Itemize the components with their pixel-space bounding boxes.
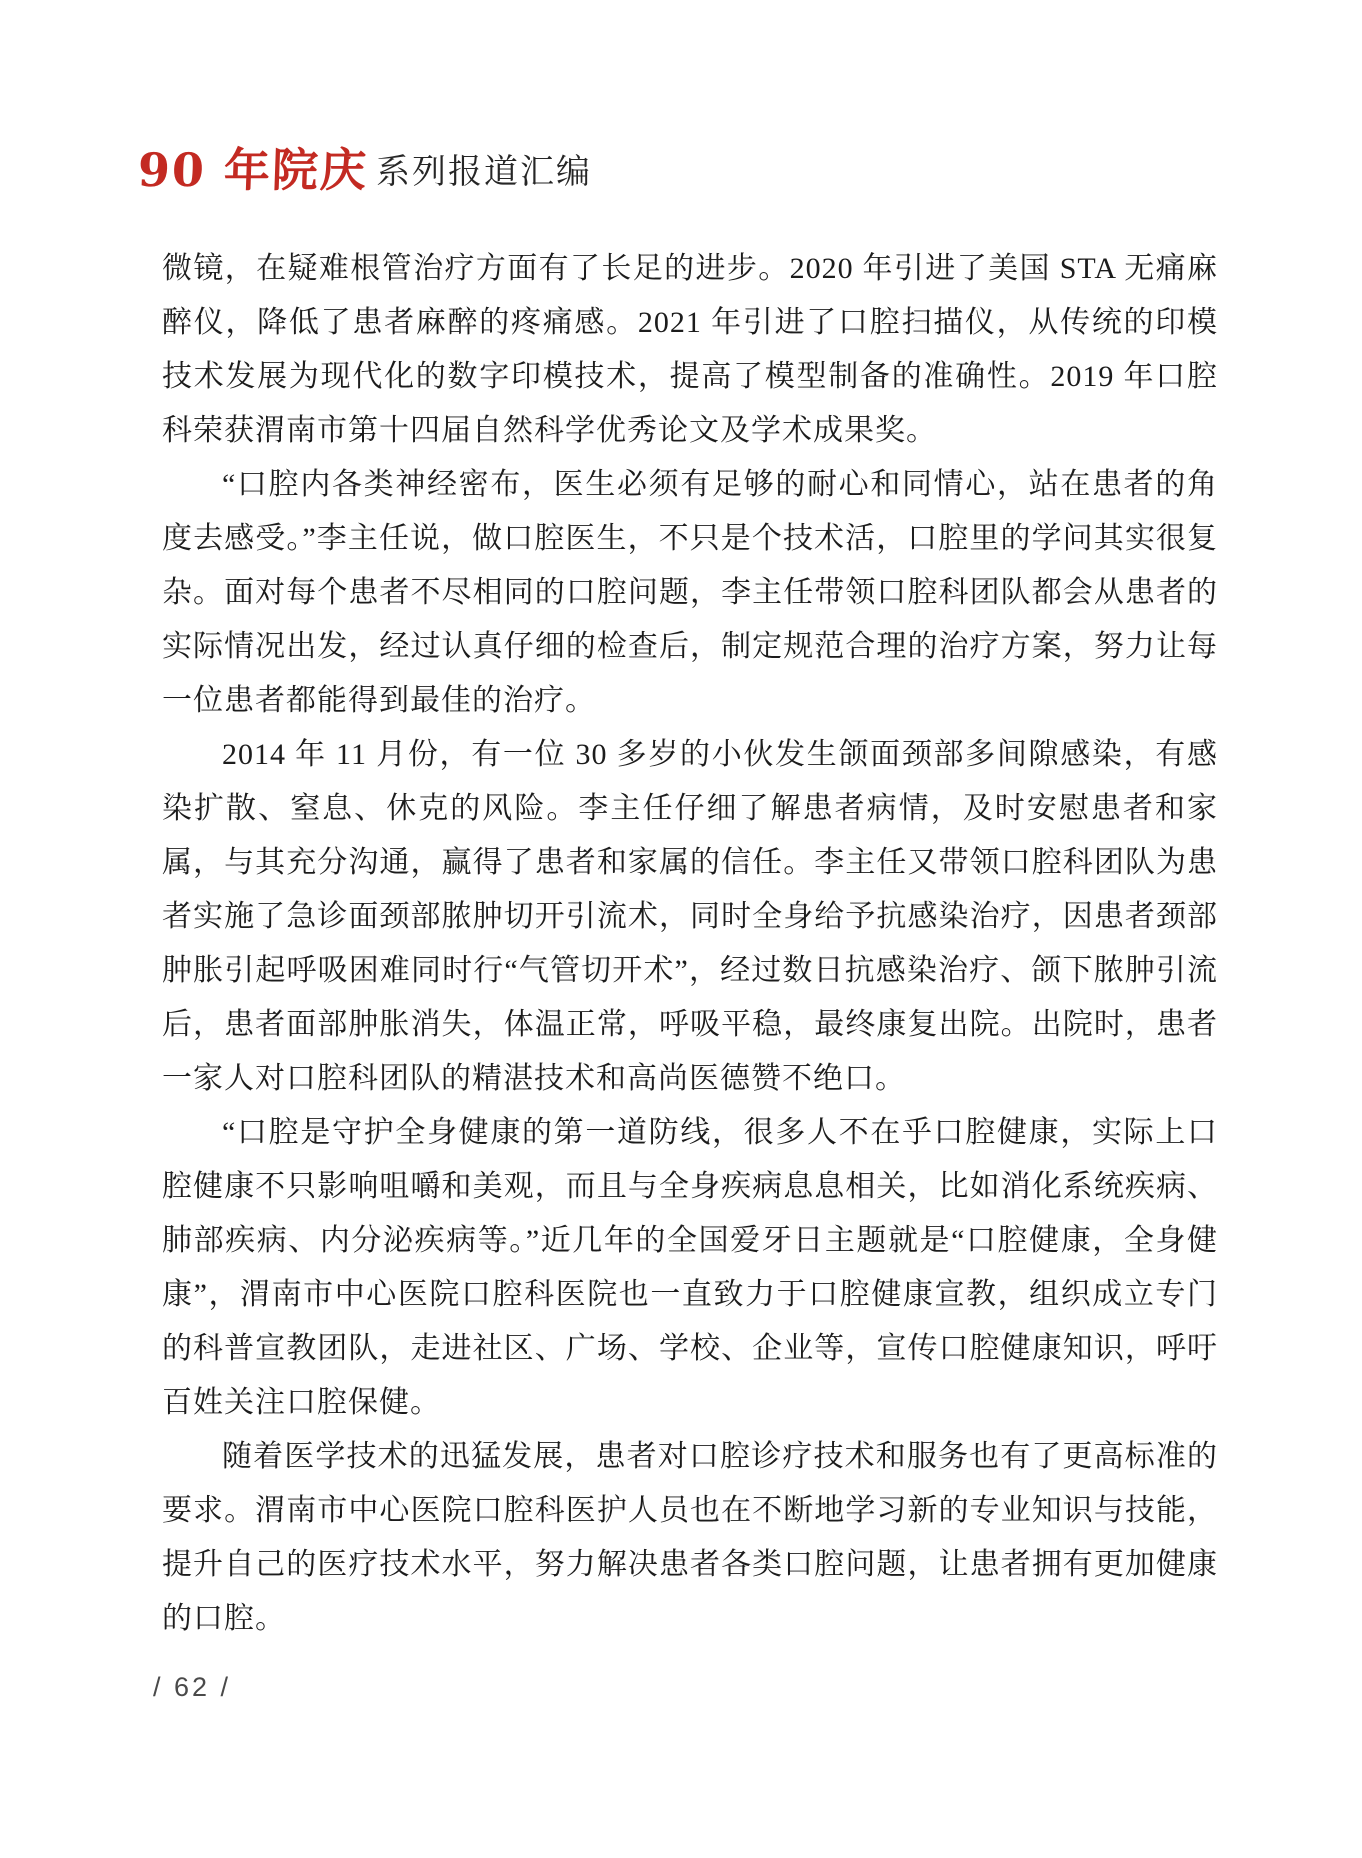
page-footer [153, 1672, 231, 1703]
article-body [162, 242, 1218, 1646]
header-series-subtitle: 系列报道汇编 [376, 153, 593, 191]
page-header [138, 134, 592, 200]
body-paragraph-4: “口腔是守护全身健康的第一道防线，很多人不在乎口腔健康，实际上口腔健康不只影响咀嚼和美观，而且与全身疾病息息相关，比如消化系统疾病、肺部疾病、内分泌疾病等。”近几年的全国爱牙日主题就是“口腔健康，全身健康”，渭南市中心医院口腔科医院也一直致力于口腔健康宣教，组织成立专门的科普宣教团队，走进社区、广场、学校、企业等，宣传口腔健康知识，呼吁百姓关注口腔保健。 [162, 1116, 1218, 1419]
body-paragraph-2: “口腔内各类神经密布，医生必须有足够的耐心和同情心，站在患者的角度去感受。”李主任说，做口腔医生，不只是个技术活，口腔里的学问其实很复杂。面对每个患者不尽相同的口腔问题，李主任带领口腔科团队都会从患者的实际情况出发，经过认真仔细的检查后，制定规范合理的治疗方案，努力让每一位患者都能得到最佳的治疗。 [162, 468, 1218, 717]
header-anniversary-title: 90 年院庆 [136, 143, 369, 197]
body-paragraph-1: 微镜，在疑难根管治疗方面有了长足的进步。2020 年引进了美国 STA 无痛麻醉仪，降低了患者麻醉的疼痛感。2021 年引进了口腔扫描仪，从传统的印模技术发展为现代化的数字印模技术，提高了模型制备的准确性。2019 年口腔科荣获渭南市第十四届自然科学优秀论文及学术成果奖。 [162, 252, 1218, 447]
body-paragraph-3: 2014 年 11 月份，有一位 30 多岁的小伙发生颌面颈部多间隙感染，有感染扩散、窒息、休克的风险。李主任仔细了解患者病情，及时安慰患者和家属，与其充分沟通，赢得了患者和家属的信任。李主任又带领口腔科团队为患者实施了急诊面颈部脓肿切开引流术，同时全身给予抗感染治疗，因患者颈部肿胀引起呼吸困难同时行“气管切开术”，经过数日抗感染治疗、颌下脓肿引流后，患者面部肿胀消失，体温正常，呼吸平稳，最终康复出院。出院时，患者一家人对口腔科团队的精湛技术和高尚医德赞不绝口。 [162, 738, 1218, 1095]
body-paragraph-5: 随着医学技术的迅猛发展，患者对口腔诊疗技术和服务也有了更高标准的要求。渭南市中心医院口腔科医护人员也在不断地学习新的专业知识与技能，提升自己的医疗技术水平，努力解决患者各类口腔问题，让患者拥有更加健康的口腔。 [162, 1440, 1218, 1635]
page-number: / 62 / [153, 1672, 232, 1702]
